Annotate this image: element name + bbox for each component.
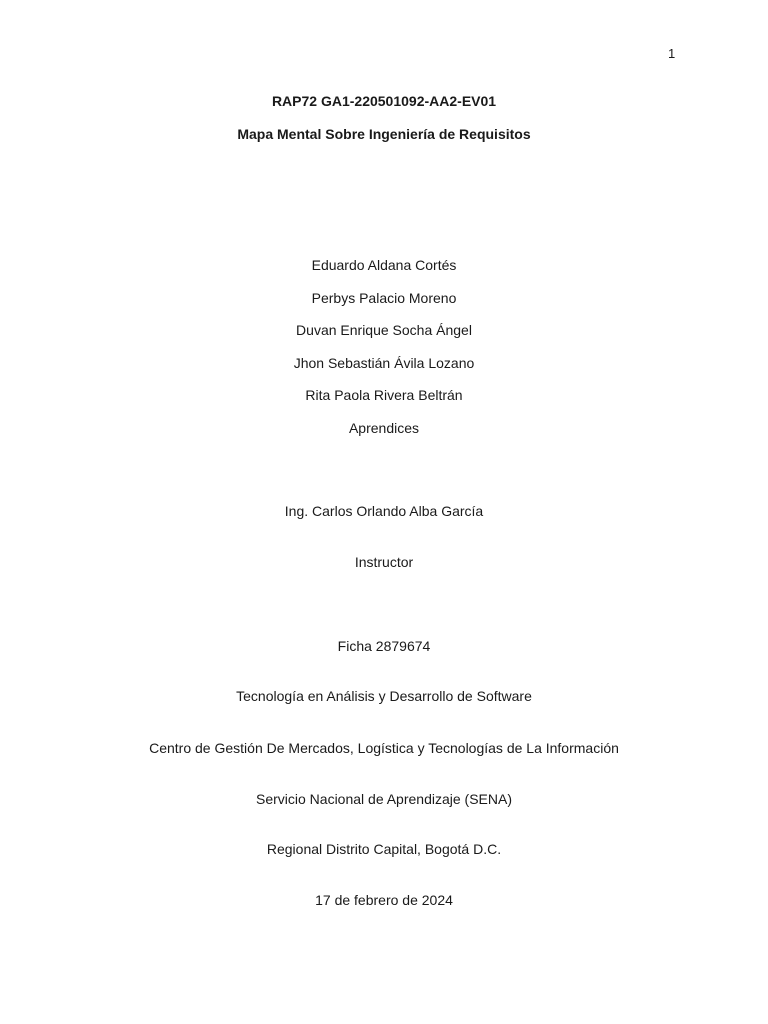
center-name: Centro de Gestión De Mercados, Logística y Tecnologías de La Información: [149, 740, 619, 756]
document-date: 17 de febrero de 2024: [315, 892, 453, 908]
author-name: Perbys Palacio Moreno: [311, 290, 457, 306]
instructor-name: Ing. Carlos Orlando Alba García: [284, 503, 484, 519]
region-name: Regional Distrito Capital, Bogotá D.C.: [266, 841, 502, 857]
program-name: Tecnología en Análisis y Desarrollo de Software: [236, 688, 532, 704]
author-name: Duvan Enrique Socha Ángel: [296, 322, 472, 338]
author-name: Eduardo Aldana Cortés: [311, 257, 457, 273]
ficha-number: Ficha 2879674: [337, 638, 431, 654]
authors-role: Aprendices: [348, 420, 420, 436]
organization-name: Servicio Nacional de Aprendizaje (SENA): [255, 791, 512, 807]
page-number: 1: [668, 46, 676, 61]
document-subtitle: Mapa Mental Sobre Ingeniería de Requisitos: [237, 126, 531, 142]
author-name: Jhon Sebastián Ávila Lozano: [293, 355, 475, 371]
author-name: Rita Paola Rivera Beltrán: [305, 387, 463, 403]
document-code-title: RAP72 GA1-220501092-AA2-EV01: [271, 93, 497, 109]
instructor-role: Instructor: [354, 554, 414, 570]
